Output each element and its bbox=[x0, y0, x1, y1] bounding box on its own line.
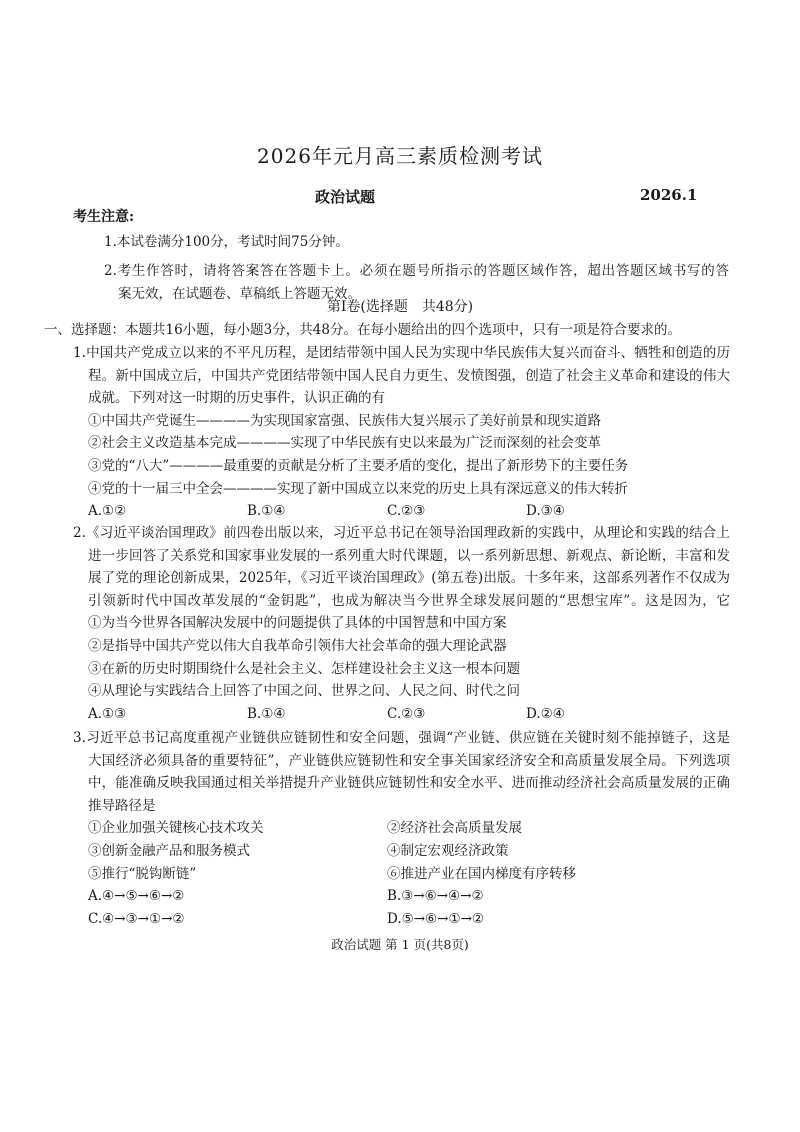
statement-item: ②是指导中国共产党以伟大自我革命引领伟大社会革命的强大理论武器 bbox=[88, 637, 507, 654]
statement-item: ③党的“八大”————最重要的贡献是分析了主要矛盾的变化，提出了新形势下的主要任务 bbox=[88, 457, 629, 474]
question-stem: 成就。下列对这一时期的历史事件，认识正确的有 bbox=[88, 390, 385, 407]
question-stem: 中，能准确反映我国通过相关举措提升产业链供应链韧性和安全水平、进而推动经济社会高质量发展的正确 bbox=[88, 775, 730, 792]
section-instruction: 一、选择题：本题共16小题，每小题3分，共48分。在每小题给出的四个选项中，只有一项是符合要求的。 bbox=[44, 322, 681, 338]
question-stem: 推导路径是 bbox=[88, 797, 156, 814]
exam-date: 2026.1 bbox=[640, 186, 698, 204]
option-a: A.①② bbox=[88, 503, 127, 520]
subject-title: 政治试题 bbox=[314, 188, 375, 206]
statement-item: ④制定宏观经济政策 bbox=[387, 842, 509, 859]
question-stem: 3.习近平总书记高度重视产业链供应链韧性和安全问题，强调“产业链、供应链在关键时刻不能掉链子，这是 bbox=[73, 730, 730, 746]
statement-item: ⑥推进产业在国内梯度有序转移 bbox=[387, 865, 576, 882]
option-c: C.④→③→①→② bbox=[88, 910, 185, 927]
option-c: C.②③ bbox=[387, 503, 426, 520]
question-2 bbox=[73, 522, 730, 725]
notice-heading: 考生注意: bbox=[73, 209, 135, 225]
statement-item: ③创新金融产品和服务模式 bbox=[88, 842, 250, 859]
answer-options bbox=[73, 885, 730, 908]
question-3 bbox=[73, 727, 730, 930]
notice-item: 1.本试卷满分100分，考试时间75分钟。 bbox=[104, 234, 349, 250]
question-stem: 1.中国共产党成立以来的不平凡历程，是团结带领中国人民为实现中华民族伟大复兴而奋斗、牺牲和创造的历 bbox=[73, 345, 730, 361]
notice-item: 2.考生作答时，请将答案答在答题卡上。必须在题号所指示的答题区域作答，超出答题区域书写的答 bbox=[104, 263, 729, 279]
option-c: C.②③ bbox=[387, 705, 426, 722]
option-b: B.①④ bbox=[247, 705, 286, 722]
question-stem: 引领新时代中国改革发展的“金钥匙”，也成为解决当今世界全球发展问题的“思想宝库”。这是因为，它 bbox=[88, 592, 730, 609]
option-b: B.③→⑥→④→② bbox=[387, 888, 484, 905]
page-footer: 政治试题 第 1 页(共8页) bbox=[331, 937, 469, 952]
statement-item: ③在新的历史时期围绕什么是社会主义、怎样建设社会主义这一根本问题 bbox=[88, 660, 520, 677]
question-stem: 展了党的理论创新成果，2025年，《习近平谈治国理政》(第五卷)出版。十多年来，这部系列著作不仅成为 bbox=[88, 570, 730, 587]
question-1 bbox=[73, 342, 730, 523]
option-a: A.①③ bbox=[88, 705, 127, 722]
statement-item: ①为当今世界各国解决发展中的问题提供了具体的中国智慧和中国方案 bbox=[88, 615, 507, 632]
answer-options bbox=[73, 703, 730, 726]
statement-item: ②经济社会高质量发展 bbox=[387, 820, 522, 837]
option-a: A.④→⑤→⑥→② bbox=[88, 888, 185, 905]
question-stem: 进一步回答了关系党和国家事业发展的一系列重大时代课题，以一系列新思想、新观点、新论断，丰富和发 bbox=[88, 547, 730, 564]
notice-item-cont: 案无效，在试题卷、草稿纸上答题无效。 bbox=[118, 286, 361, 302]
statement-item: ①企业加强关键核心技术攻关 bbox=[88, 820, 264, 837]
answer-options bbox=[73, 500, 730, 523]
statement-row bbox=[73, 863, 730, 886]
answer-options bbox=[73, 908, 730, 931]
question-stem: 大国经济必须具备的重要特征”，产业链供应链韧性和安全事关国家经济安全和高质量发展全局。下列选项 bbox=[88, 752, 730, 769]
option-d: D.②④ bbox=[526, 705, 565, 722]
statement-row bbox=[73, 840, 730, 863]
statement-row bbox=[73, 817, 730, 840]
statement-item: ⑤推行“脱钩断链” bbox=[88, 865, 197, 882]
question-stem: 程。新中国成立后，中国共产党团结带领中国人民自力更生、发愤图强，创造了社会主义革命和建设的伟大 bbox=[88, 367, 730, 384]
question-stem: 2.《习近平谈治国理政》前四卷出版以来，习近平总书记在领导治国理政新的实践中，从理论和实践的结合上 bbox=[73, 525, 730, 541]
exam-title: 2026年元月高三素质检测考试 bbox=[257, 144, 543, 168]
statement-item: ①中国共产党诞生————为实现国家富强、民族伟大复兴展示了美好前景和现实道路 bbox=[88, 412, 601, 429]
statement-item: ④从理论与实践结合上回答了中国之问、世界之问、人民之问、时代之问 bbox=[88, 683, 520, 700]
section-title: 第Ⅰ卷(选择题 共48分) bbox=[326, 299, 474, 315]
option-d: D.③④ bbox=[526, 503, 565, 520]
statement-item: ②社会主义改造基本完成————实现了中华民族有史以来最为广泛而深刻的社会变革 bbox=[88, 435, 601, 452]
statement-item: ④党的十一届三中全会————实现了新中国成立以来党的历史上具有深远意义的伟大转折 bbox=[88, 480, 628, 497]
option-d: D.⑤→⑥→①→② bbox=[387, 910, 484, 927]
option-b: B.①④ bbox=[247, 503, 286, 520]
